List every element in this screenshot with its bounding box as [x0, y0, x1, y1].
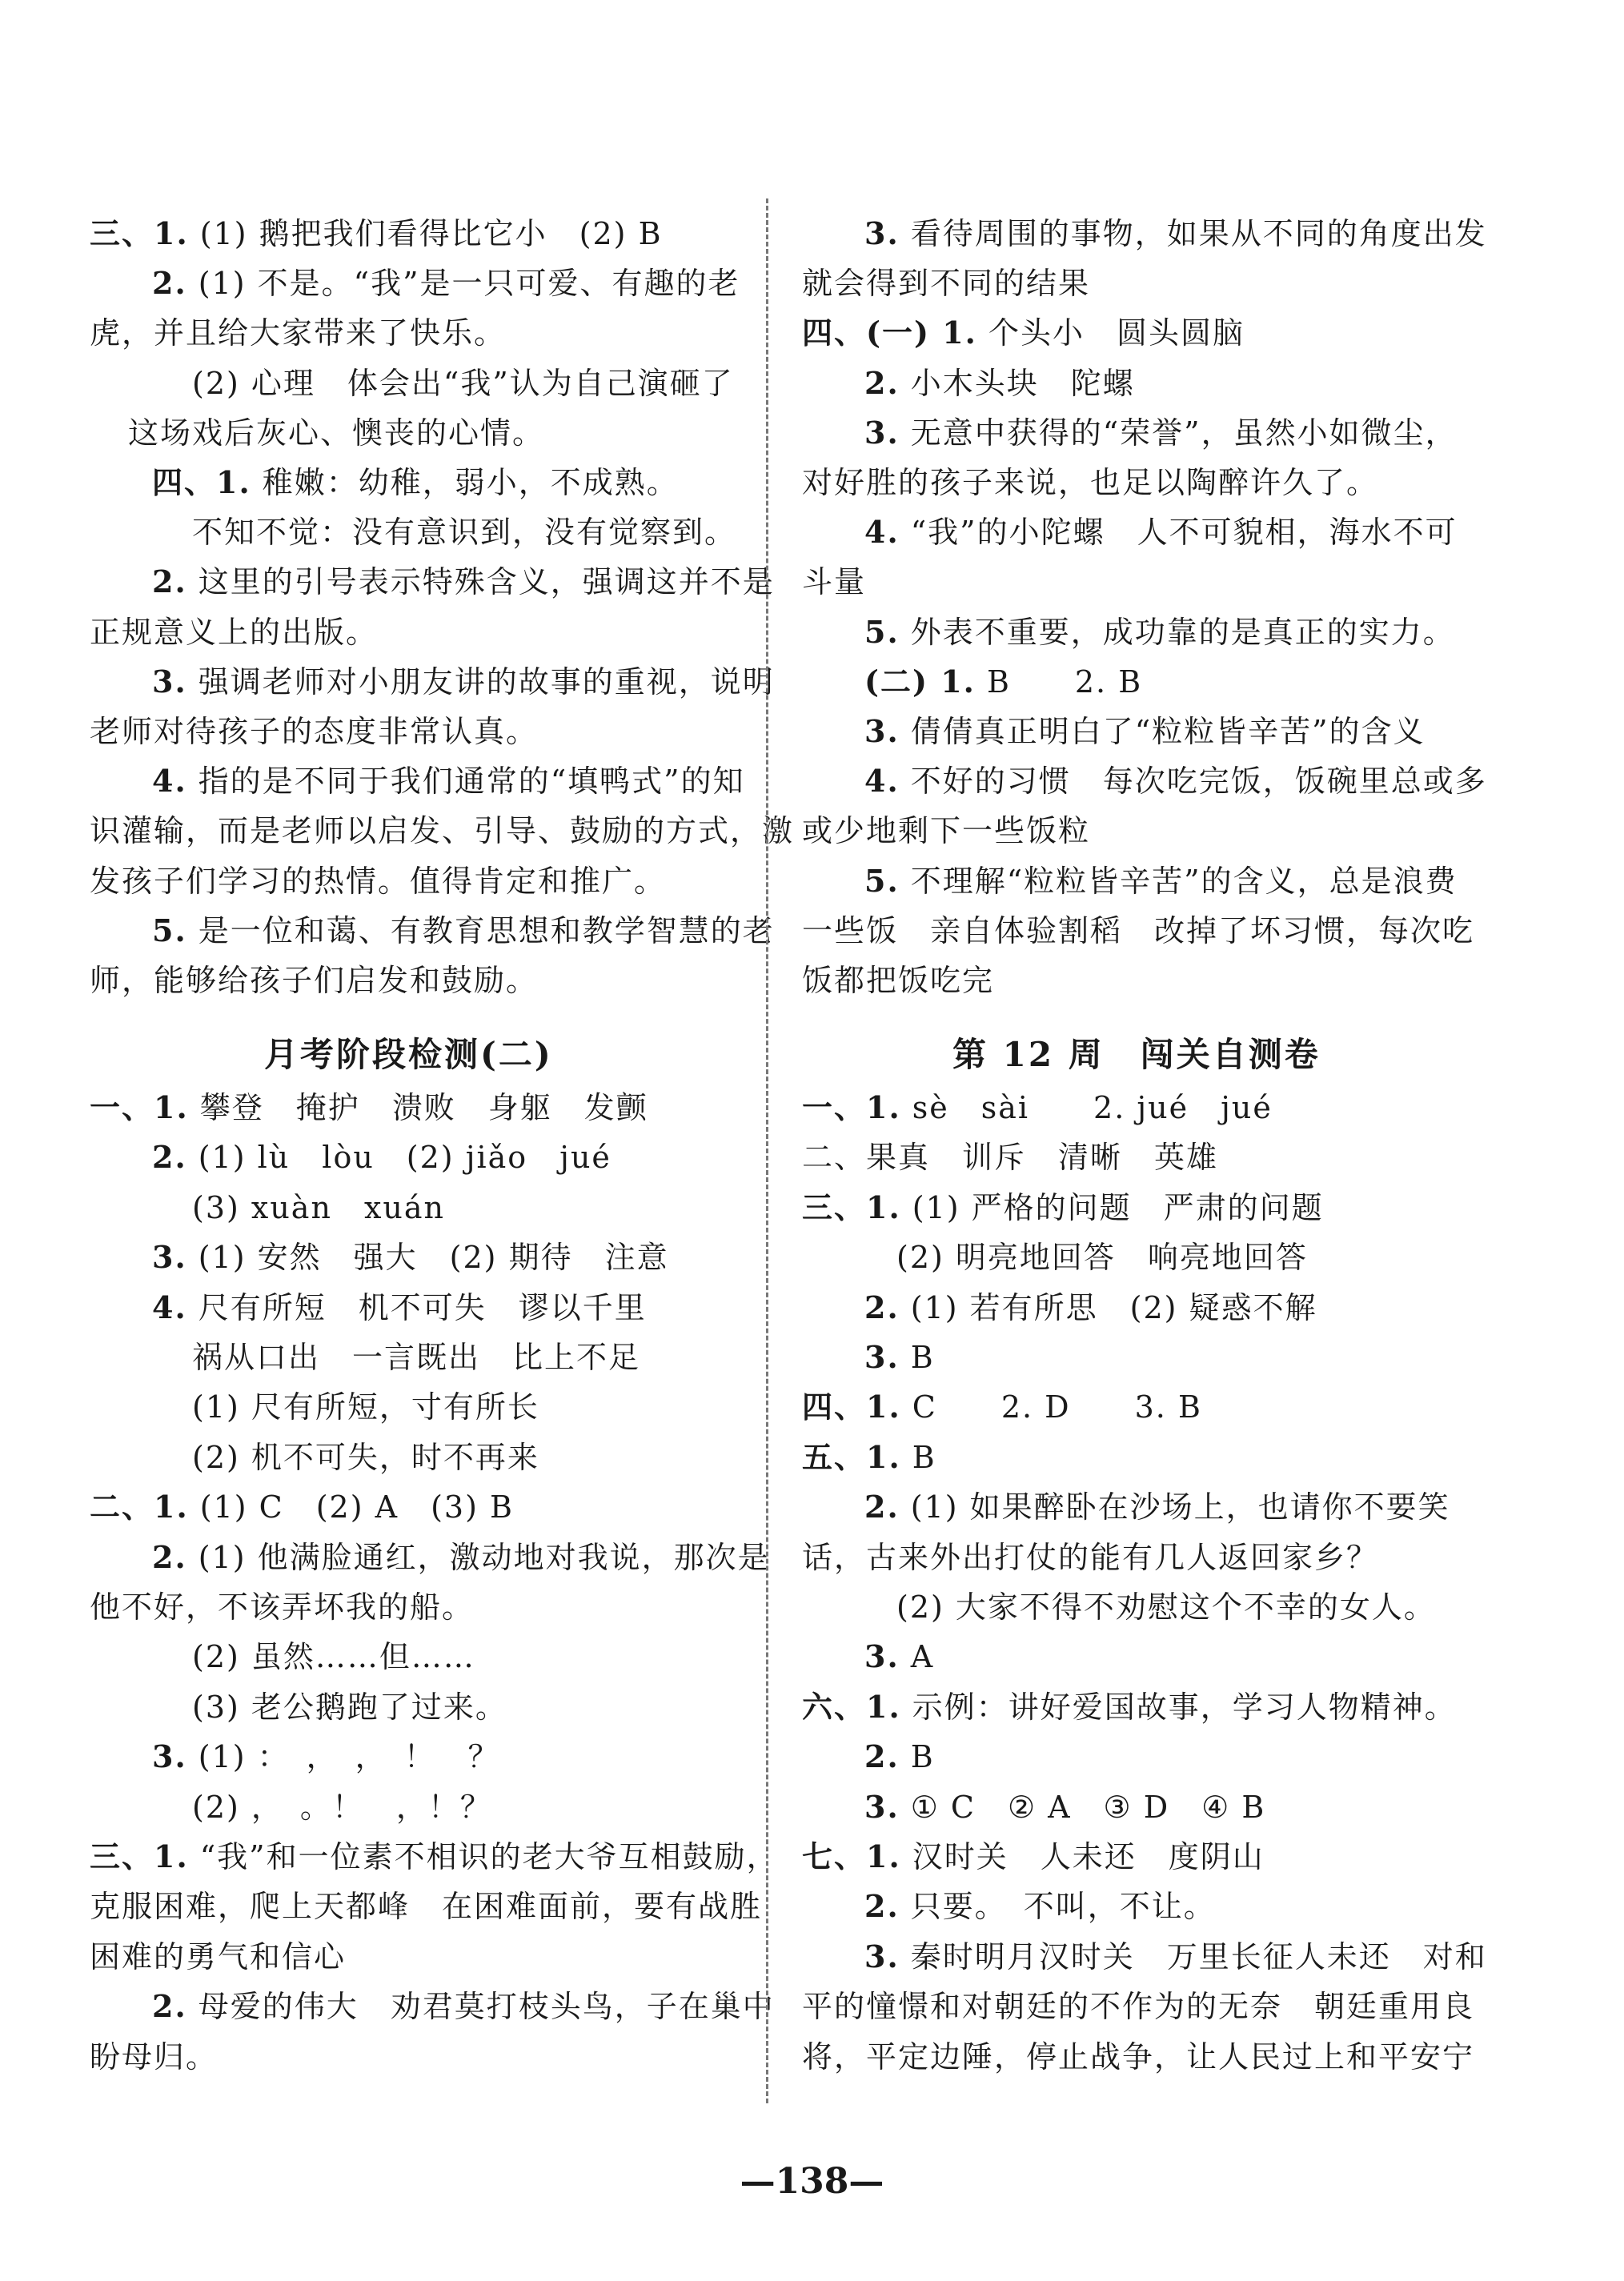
answer-line: 2. 这里的引号表示特殊含义，强调这并不是 — [152, 563, 775, 600]
answer-line: 5. 外表不重要，成功靠的是真正的实力。 — [864, 613, 1455, 650]
answer-line: 不知不觉：没有意识到，没有觉察到。 — [192, 515, 737, 551]
answer-line: 3. ① C ② A ③ D ④ B — [864, 1788, 1266, 1825]
answer-line: 老师对待孩子的态度非常认真。 — [90, 714, 539, 749]
answer-line: 2. (1) 他满脸通红，激动地对我说，那次是 — [152, 1538, 770, 1575]
answer-line: 2. 小木头块 陀螺 — [864, 364, 1135, 401]
answer-line: 四、1. C 2. D 3. B — [802, 1389, 1202, 1425]
answer-line: 2. 母爱的伟大 劝君莫打枝头鸟，子在巢中 — [152, 1988, 775, 2025]
answer-line: 3. 秦时明月汉时关 万里长征人未还 对和 — [864, 1938, 1487, 1974]
answer-line: (2) 大家不得不劝慰这个不幸的女人。 — [896, 1589, 1436, 1625]
answer-line: 5. 不理解“粒粒皆辛苦”的含义，总是浪费 — [864, 862, 1458, 899]
answer-line: 一些饭 亲自体验割稻 改掉了坏习惯，每次吃 — [802, 912, 1475, 948]
answer-line: 三、1. (1) 严格的问题 严肃的问题 — [802, 1189, 1324, 1225]
answer-line: 师，能够给孩子们启发和鼓励。 — [90, 963, 539, 998]
answer-line: 四、(一) 1. 个头小 圆头圆脑 — [802, 315, 1245, 351]
answer-line: 3. 倩倩真正明白了“粒粒皆辛苦”的含义 — [864, 713, 1426, 749]
answer-line: 三、1. “我”和一位素不相识的老大爷互相鼓励， — [90, 1838, 779, 1874]
answer-line: 斗量 — [802, 564, 867, 600]
answer-line: 饭都把饭吃完 — [802, 963, 995, 998]
answer-line: (二) 1. B 2. B — [864, 663, 1143, 700]
answer-line: (2) 虽然……但…… — [192, 1639, 475, 1675]
answer-line: 2. (1) lù lòu (2) jiǎo jué — [152, 1139, 612, 1176]
answer-line: 2. (1) 如果醉卧在沙场上，也请你不要笑 — [864, 1489, 1450, 1525]
answer-line: 正规意义上的出版。 — [90, 614, 379, 650]
answer-line: 3. 看待周围的事物，如果从不同的角度出发 — [864, 215, 1487, 251]
answer-line: 平的憧憬和对朝廷的不作为的无奈 朝廷重用良 — [802, 1989, 1475, 2025]
answer-line: 祸从口出 一言既出 比上不足 — [192, 1340, 641, 1375]
answer-line: (3) 老公鹅跑了过来。 — [192, 1689, 507, 1725]
answer-line: 一、1. sè sài 2. jué jué — [802, 1089, 1273, 1125]
answer-line: 虎，并且给大家带来了快乐。 — [90, 315, 507, 351]
answer-line: (1) 尺有所短，寸有所长 — [192, 1389, 539, 1425]
answer-line: (2) 明亮地回答 响亮地回答 — [896, 1240, 1308, 1276]
answer-line: 三、1. (1) 鹅把我们看得比它小 (2) B — [90, 215, 663, 251]
answer-line: 3. B — [864, 1339, 935, 1375]
answer-line: 5. 是一位和蔼、有教育思想和教学智慧的老 — [152, 912, 775, 948]
answer-line: 盼母归。 — [90, 2038, 219, 2075]
answer-line: 这场戏后灰心、懊丧的心情。 — [128, 415, 545, 451]
answer-line: 或少地剩下一些饭粒 — [802, 813, 1091, 849]
answer-line: 困难的勇气和信心 — [90, 1938, 347, 1974]
answer-line: 二、果真 训斥 清晰 英雄 — [802, 1140, 1219, 1176]
answer-line: 对好胜的孩子来说，也足以陶醉许久了。 — [802, 465, 1379, 500]
answer-line: 发孩子们学习的热情。值得肯定和推广。 — [90, 863, 667, 899]
answer-line: (2) 机不可失，时不再来 — [192, 1439, 539, 1475]
answer-line: 3. 无意中获得的“荣誉”，虽然小如微尘， — [864, 414, 1458, 451]
section-heading: 月考阶段检测(二) — [264, 1035, 553, 1074]
answer-line: 3. (1) 安然 强大 (2) 期待 注意 — [152, 1239, 669, 1276]
answer-line: 2. (1) 若有所思 (2) 疑惑不解 — [864, 1289, 1317, 1325]
answer-line: 七、1. 汉时关 人未还 度阴山 — [802, 1838, 1265, 1874]
answer-line: 他不好，不该弄坏我的船。 — [90, 1589, 475, 1625]
column-divider — [766, 198, 768, 2103]
answer-line: 就会得到不同的结果 — [802, 266, 1091, 302]
answer-line: (3) xuàn xuán — [192, 1189, 445, 1225]
answer-line: 五、1. B — [802, 1438, 936, 1475]
answer-line: 克服困难，爬上天都峰 在困难面前，要有战胜 — [90, 1889, 763, 1925]
answer-line: 四、1. 稚嫩：幼稚，弱小，不成熟。 — [152, 464, 679, 500]
answer-line: 一、1. 攀登 掩护 溃败 身躯 发颤 — [90, 1089, 648, 1125]
answer-line: (2) ， 。！ ，！？ — [192, 1789, 492, 1825]
answer-line: 话，古来外出打仗的能有几人返回家乡？ — [802, 1539, 1379, 1575]
answer-line: 3. (1) ： ， ， ！ ？ — [152, 1738, 500, 1775]
page-number: —138— — [740, 2161, 884, 2202]
answer-line: 2. B — [864, 1738, 935, 1775]
answer-line: 2. (1) 不是。“我”是一只可爱、有趣的老 — [152, 265, 740, 302]
answer-line: 将，平定边陲，停止战争，让人民过上和平安宁 — [802, 2038, 1475, 2075]
answer-line: 4. 不好的习惯 每次吃完饭，饭碗里总或多 — [864, 763, 1487, 800]
answer-line: (2) 心理 体会出“我”认为自己演砸了 — [192, 365, 734, 401]
answer-line: 4. 指的是不同于我们通常的“填鸭式”的知 — [152, 763, 745, 800]
answer-line: 六、1. 示例：讲好爱国故事，学习人物精神。 — [802, 1688, 1457, 1725]
answer-line: 4. 尺有所短 机不可失 谬以千里 — [152, 1289, 647, 1325]
answer-line: 4. “我”的小陀螺 人不可貌相，海水不可 — [864, 514, 1458, 551]
answer-line: 识灌输，而是老师以启发、引导、鼓励的方式，激 — [90, 813, 795, 849]
answer-line: 二、1. (1) C (2) A (3) B — [90, 1489, 514, 1525]
answer-line: 3. A — [864, 1638, 935, 1675]
section-heading: 第 12 周 闯关自测卷 — [952, 1035, 1321, 1074]
answer-line: 2. 只要。 不叫，不让。 — [864, 1888, 1216, 1925]
answer-line: 3. 强调老师对小朋友讲的故事的重视，说明 — [152, 663, 775, 700]
